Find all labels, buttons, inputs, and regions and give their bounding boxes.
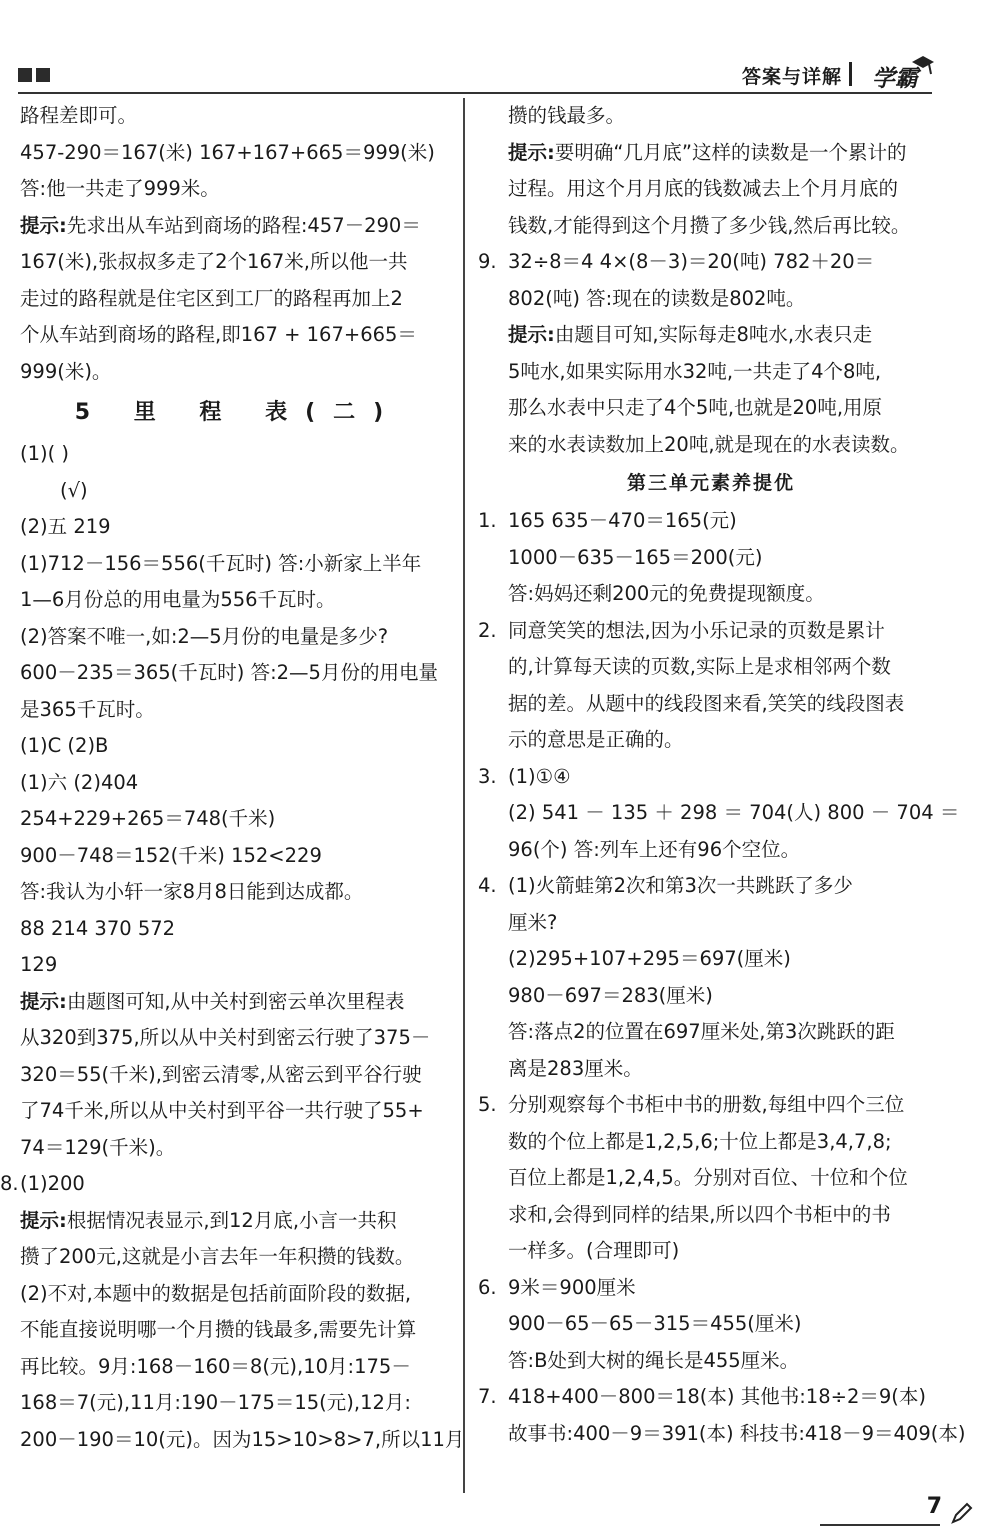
line-text: 802(吨) 答:现在的读数是802吨。 xyxy=(508,286,806,310)
text-line xyxy=(478,759,944,796)
text-line xyxy=(478,978,944,1015)
section-title: 5 里 程 表(二) xyxy=(74,400,402,425)
line-text: 先求出从车站到商场的路程:457－290＝ xyxy=(66,213,421,237)
text-line xyxy=(478,1014,944,1051)
question-number: 3. xyxy=(478,764,497,788)
text-line xyxy=(478,135,944,172)
line-text: 离是283厘米。 xyxy=(508,1056,643,1080)
line-text: 1—6月份总的用电量为556千瓦时。 xyxy=(20,588,336,611)
text-line xyxy=(478,208,944,245)
header-squares-icon xyxy=(18,68,50,82)
page-header xyxy=(18,60,932,90)
question-number: 1. xyxy=(478,509,497,532)
text-line xyxy=(20,546,456,583)
text-line xyxy=(478,1124,944,1161)
question-number: 9. xyxy=(478,250,497,273)
text-line xyxy=(20,838,456,875)
footer-rule xyxy=(820,1524,940,1526)
line-text: 攒的钱最多。 xyxy=(508,104,626,127)
question-number: 8. xyxy=(0,1172,19,1195)
line-text: 由题目可知,实际每走8吨水,水表只走 xyxy=(554,323,873,346)
line-text: 答:我认为小轩一家8月8日能到达成都。 xyxy=(20,880,364,903)
question-number: 2. xyxy=(478,618,497,642)
text-line xyxy=(478,1270,944,1307)
line-text: 88 214 370 572 xyxy=(20,916,176,940)
text-line xyxy=(20,911,456,948)
line-text: (1)①④ xyxy=(508,764,571,788)
text-line xyxy=(478,613,944,650)
line-text: 同意笑笑的想法,因为小乐记录的页数是累计 xyxy=(508,618,885,642)
text-line xyxy=(20,1385,456,1422)
line-text: 96(个) 答:列车上还有96个空位。 xyxy=(508,837,801,861)
line-text: 了74千米,所以从中关村到平谷一共行驶了55+ xyxy=(20,1099,424,1122)
line-text: (1)C (2)B xyxy=(20,734,109,757)
text-line xyxy=(20,619,456,656)
text-line xyxy=(20,655,456,692)
line-text: (1)六 (2)404 xyxy=(20,770,139,794)
text-line xyxy=(478,317,944,354)
text-line xyxy=(478,905,944,942)
text-line xyxy=(478,1197,944,1234)
column-divider xyxy=(463,98,465,1493)
page-footer xyxy=(927,1494,942,1519)
line-text: 答:B处到大树的绳长是455厘米。 xyxy=(508,1348,800,1372)
text-line xyxy=(478,540,944,577)
line-text: 要明确“几月底”这样的读数是一个累计的 xyxy=(554,140,907,164)
text-line xyxy=(20,765,456,802)
line-text: 165 635－470＝165(元) xyxy=(508,509,737,532)
text-line xyxy=(20,874,456,911)
line-text: 是365千瓦时。 xyxy=(20,697,155,721)
text-line xyxy=(478,722,944,759)
hint-label: 提示: xyxy=(508,140,555,164)
text-line xyxy=(20,984,456,1021)
line-text: 200－190＝10(元)。因为15>10>8>7,所以11月 xyxy=(20,1427,465,1451)
line-text: 走过的路程就是住宅区到工厂的路程再加上2 xyxy=(20,286,403,310)
text-line xyxy=(20,1203,456,1240)
right-column xyxy=(478,98,966,1452)
graduation-cap-icon xyxy=(910,52,936,78)
line-text: 路程差即可。 xyxy=(20,104,138,127)
line-text: (1)( ) xyxy=(20,442,70,465)
text-line xyxy=(20,281,456,318)
text-line xyxy=(20,1093,456,1130)
text-line xyxy=(478,795,960,832)
text-line xyxy=(20,1422,465,1459)
line-text: 254+229+265＝748(千米) xyxy=(20,807,276,830)
left-column xyxy=(0,98,465,1458)
line-text: 示的意思是正确的。 xyxy=(508,728,684,751)
line-text: 418+400－800＝18(本) 其他书:18÷2＝9(本) xyxy=(508,1385,926,1408)
text-line xyxy=(478,832,944,869)
text-line xyxy=(20,436,456,473)
line-text: 据的差。从题中的线段图来看,笑笑的线段图表 xyxy=(508,691,905,715)
line-text: 故事书:400－9＝391(本) 科技书:418－9＝409(本) xyxy=(508,1421,966,1445)
text-line xyxy=(20,1130,456,1167)
line-text: 5吨水,如果实际用水32吨,一共走了4个8吨, xyxy=(508,359,882,383)
text-line xyxy=(478,649,944,686)
line-text: 999(米)。 xyxy=(20,359,112,383)
line-text: (2) 541 － 135 ＋ 298 ＝ 704(人) 800 － 704 ＝ xyxy=(508,801,960,824)
line-text: 钱数,才能得到这个月攒了多少钱,然后再比较。 xyxy=(508,213,911,237)
header-title: 答案与详解 xyxy=(741,66,842,88)
text-line xyxy=(478,576,944,613)
line-text: 答:落点2的位置在697厘米处,第3次跳跃的距 xyxy=(508,1020,895,1043)
line-text: 过程。用这个月月底的钱数减去上个月月底的 xyxy=(508,177,899,200)
line-text: 129 xyxy=(20,953,58,976)
pencil-icon xyxy=(951,1502,973,1524)
line-text: 由题图可知,从中关村到密云单次里程表 xyxy=(66,989,405,1013)
line-text: 答:他一共走了999米。 xyxy=(20,177,220,200)
line-text: 攒了200元,这就是小言去年一年积攒的钱数。 xyxy=(20,1245,415,1268)
text-line xyxy=(478,98,944,135)
line-text: 457-290＝167(米) 167+167+665＝999(米) xyxy=(20,140,435,164)
text-line xyxy=(478,1379,944,1416)
line-text: 数的个位上都是1,2,5,6;十位上都是3,4,7,8; xyxy=(508,1129,892,1153)
line-text: 1000－635－165＝200(元) xyxy=(508,545,763,569)
text-line xyxy=(478,171,944,208)
hint-label: 提示: xyxy=(508,323,555,346)
text-line xyxy=(20,354,456,391)
question-number: 7. xyxy=(478,1385,497,1408)
line-text: (1)火箭蛙第2次和第3次一共跳跃了多少 xyxy=(508,874,853,897)
text-line xyxy=(478,281,944,318)
text-line xyxy=(20,582,456,619)
line-text: 的,计算每天读的页数,实际上是求相邻两个数 xyxy=(508,655,891,678)
text-line xyxy=(20,98,456,135)
text-line xyxy=(20,801,456,838)
text-line xyxy=(20,947,456,984)
line-text: 个从车站到商场的路程,即167 + 167+665＝ xyxy=(20,323,417,346)
line-text: 74＝129(千米)。 xyxy=(20,1135,176,1159)
text-line xyxy=(20,728,456,765)
header-rule xyxy=(18,92,932,94)
text-line xyxy=(478,1416,966,1453)
text-line xyxy=(20,692,456,729)
line-text: 一样多。(合理即可) xyxy=(508,1239,680,1262)
line-text: 不能直接说明哪一个月攒的钱最多,需要先计算 xyxy=(20,1318,417,1341)
line-text: 167(米),张叔叔多走了2个167米,所以他一共 xyxy=(20,250,408,273)
text-line xyxy=(478,941,944,978)
text-line xyxy=(20,208,456,245)
line-text: 600－235＝365(千瓦时) 答:2—5月份的用电量 xyxy=(20,661,438,684)
hint-label: 提示: xyxy=(20,1208,67,1232)
text-line xyxy=(20,509,456,546)
text-line xyxy=(20,317,456,354)
line-text: 32÷8＝4 4×(8－3)＝20(吨) 782＋20＝ xyxy=(508,250,875,273)
text-line xyxy=(478,1233,944,1270)
line-text: 那么水表中只走了4个5吨,也就是20吨,用原 xyxy=(508,396,883,419)
text-line xyxy=(478,244,944,281)
text-line xyxy=(478,1343,944,1380)
line-text: (2)五 219 xyxy=(20,515,111,538)
line-text: 900－748＝152(千米) 152<229 xyxy=(20,843,322,867)
text-line xyxy=(478,1051,944,1088)
line-text: (2)295+107+295＝697(厘米) xyxy=(508,947,791,970)
line-text: (1)200 xyxy=(20,1172,85,1195)
line-text: 900－65－65－315＝455(厘米) xyxy=(508,1312,802,1335)
line-text: 求和,会得到同样的结果,所以四个书柜中的书 xyxy=(508,1202,891,1226)
text-line xyxy=(20,135,456,172)
text-line xyxy=(20,244,456,281)
text-line xyxy=(20,1312,456,1349)
text-line xyxy=(0,1166,456,1203)
text-line xyxy=(478,1306,944,1343)
header-brand: 学霸 xyxy=(872,66,918,92)
line-text: 答:妈妈还剩200元的免费提现额度。 xyxy=(508,582,825,605)
text-line xyxy=(478,1087,944,1124)
question-number: 6. xyxy=(478,1275,497,1299)
line-text: 百位上都是1,2,4,5。分别对百位、十位和个位 xyxy=(508,1166,908,1189)
text-line xyxy=(478,427,944,464)
text-line xyxy=(478,390,944,427)
text-line xyxy=(478,686,944,723)
question-number: 4. xyxy=(478,874,497,897)
page-number: 7 xyxy=(926,1494,942,1519)
question-number: 5. xyxy=(478,1093,497,1116)
text-line xyxy=(20,1276,456,1313)
line-text: 来的水表读数加上20吨,就是现在的水表读数。 xyxy=(508,432,910,456)
text-line xyxy=(20,1020,456,1057)
line-text: 厘米? xyxy=(508,910,558,934)
line-text: (2)答案不唯一,如:2—5月份的电量是多少? xyxy=(20,624,389,648)
line-text: 分别观察每个书柜中书的册数,每组中四个三位 xyxy=(508,1093,905,1116)
section-title: 第三单元素养提优 xyxy=(626,472,795,494)
text-line xyxy=(20,1239,456,1276)
line-text: 根据情况表显示,到12月底,小言一共积 xyxy=(66,1208,397,1232)
line-text: 980－697＝283(厘米) xyxy=(508,983,713,1007)
text-line xyxy=(20,1057,456,1094)
text-line xyxy=(20,171,456,208)
line-text: (2)不对,本题中的数据是包括前面阶段的数据, xyxy=(20,1281,412,1305)
line-text: (1)712－156＝556(千瓦时) 答:小新家上半年 xyxy=(20,551,422,575)
hint-label: 提示: xyxy=(20,989,67,1013)
text-line xyxy=(478,503,944,540)
text-line xyxy=(478,354,944,391)
text-line xyxy=(20,1349,456,1386)
line-text: 320＝55(千米),到密云清零,从密云到平谷行驶 xyxy=(20,1062,422,1086)
line-text: 从320到375,所以从中关村到密云行驶了375－ xyxy=(20,1026,431,1049)
line-text: 再比较。9月:168－160＝8(元),10月:175－ xyxy=(20,1354,411,1378)
line-text: 168＝7(元),11月:190－175＝15(元),12月: xyxy=(20,1391,411,1414)
text-line xyxy=(478,868,944,905)
text-line xyxy=(20,473,456,510)
header-separator xyxy=(849,62,852,86)
text-line xyxy=(478,1160,944,1197)
line-text: 9米＝900厘米 xyxy=(508,1275,636,1299)
hint-label: 提示: xyxy=(20,213,67,237)
line-text: (√) xyxy=(60,478,88,502)
